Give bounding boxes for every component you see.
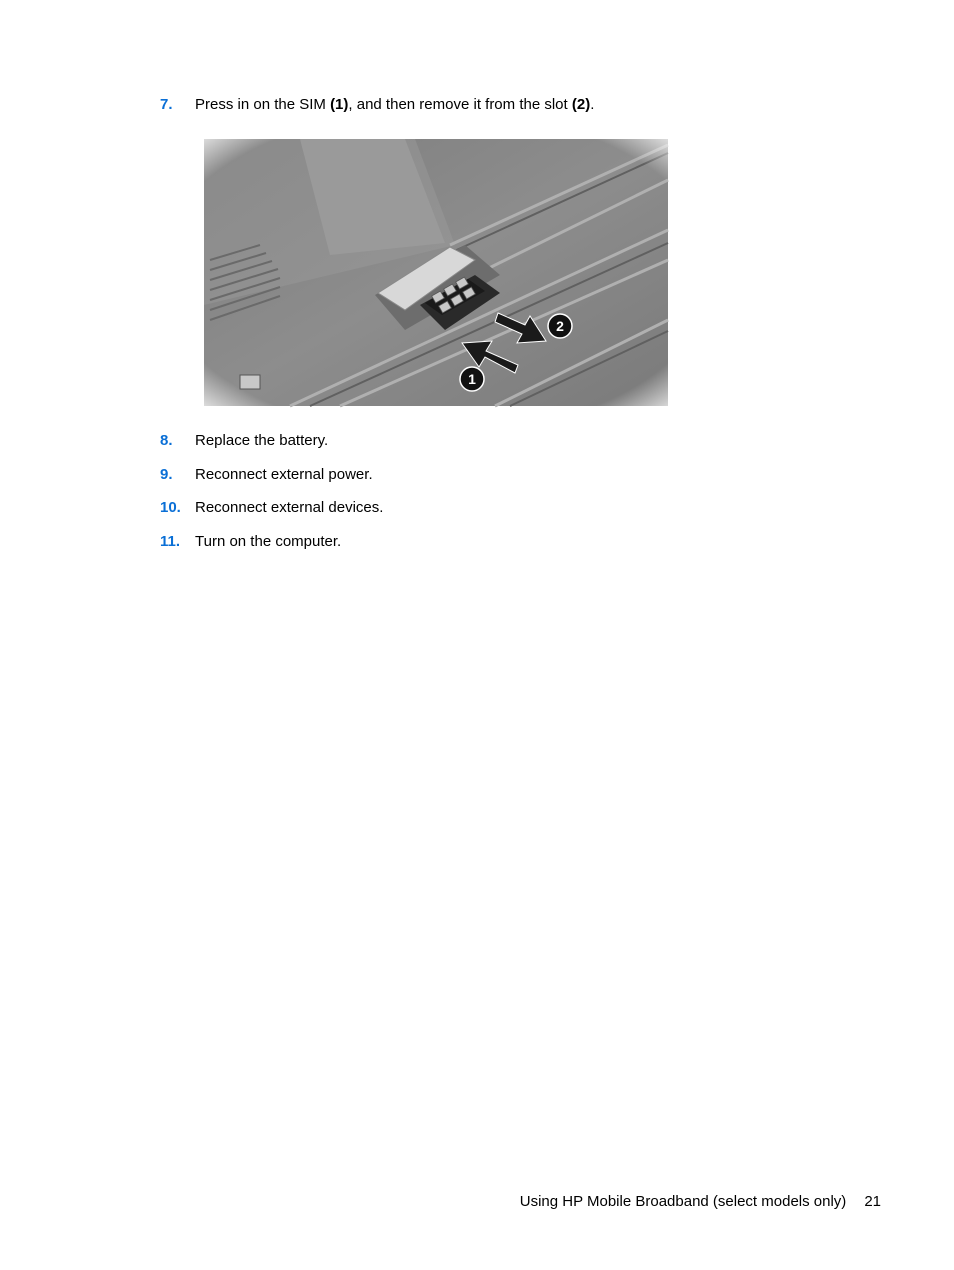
page-number: 21 (864, 1193, 881, 1210)
step-number: 8. (160, 432, 173, 449)
step-text: Reconnect external power. (195, 466, 373, 483)
step-text-part: , and then remove it from the slot (348, 96, 572, 113)
step-text: Replace the battery. (195, 432, 329, 449)
step-number: 9. (160, 466, 173, 483)
step-number: 11. (160, 533, 181, 550)
step-number: 10. (160, 499, 181, 516)
page-footer (520, 1193, 881, 1211)
sim-removal-illustration (200, 135, 672, 410)
step-text-part: Press in on the SIM (195, 96, 331, 113)
step-text (195, 96, 594, 114)
callout-ref-1: (1) (330, 96, 349, 113)
footer-title: Using HP Mobile Broadband (select models only) (519, 1193, 847, 1210)
step-text: Reconnect external devices. (195, 499, 384, 516)
step-number: 7. (160, 96, 173, 113)
step-text: Turn on the computer. (195, 533, 342, 550)
callout-ref-2: (2) (571, 96, 591, 113)
step-text-part: . (590, 96, 595, 113)
